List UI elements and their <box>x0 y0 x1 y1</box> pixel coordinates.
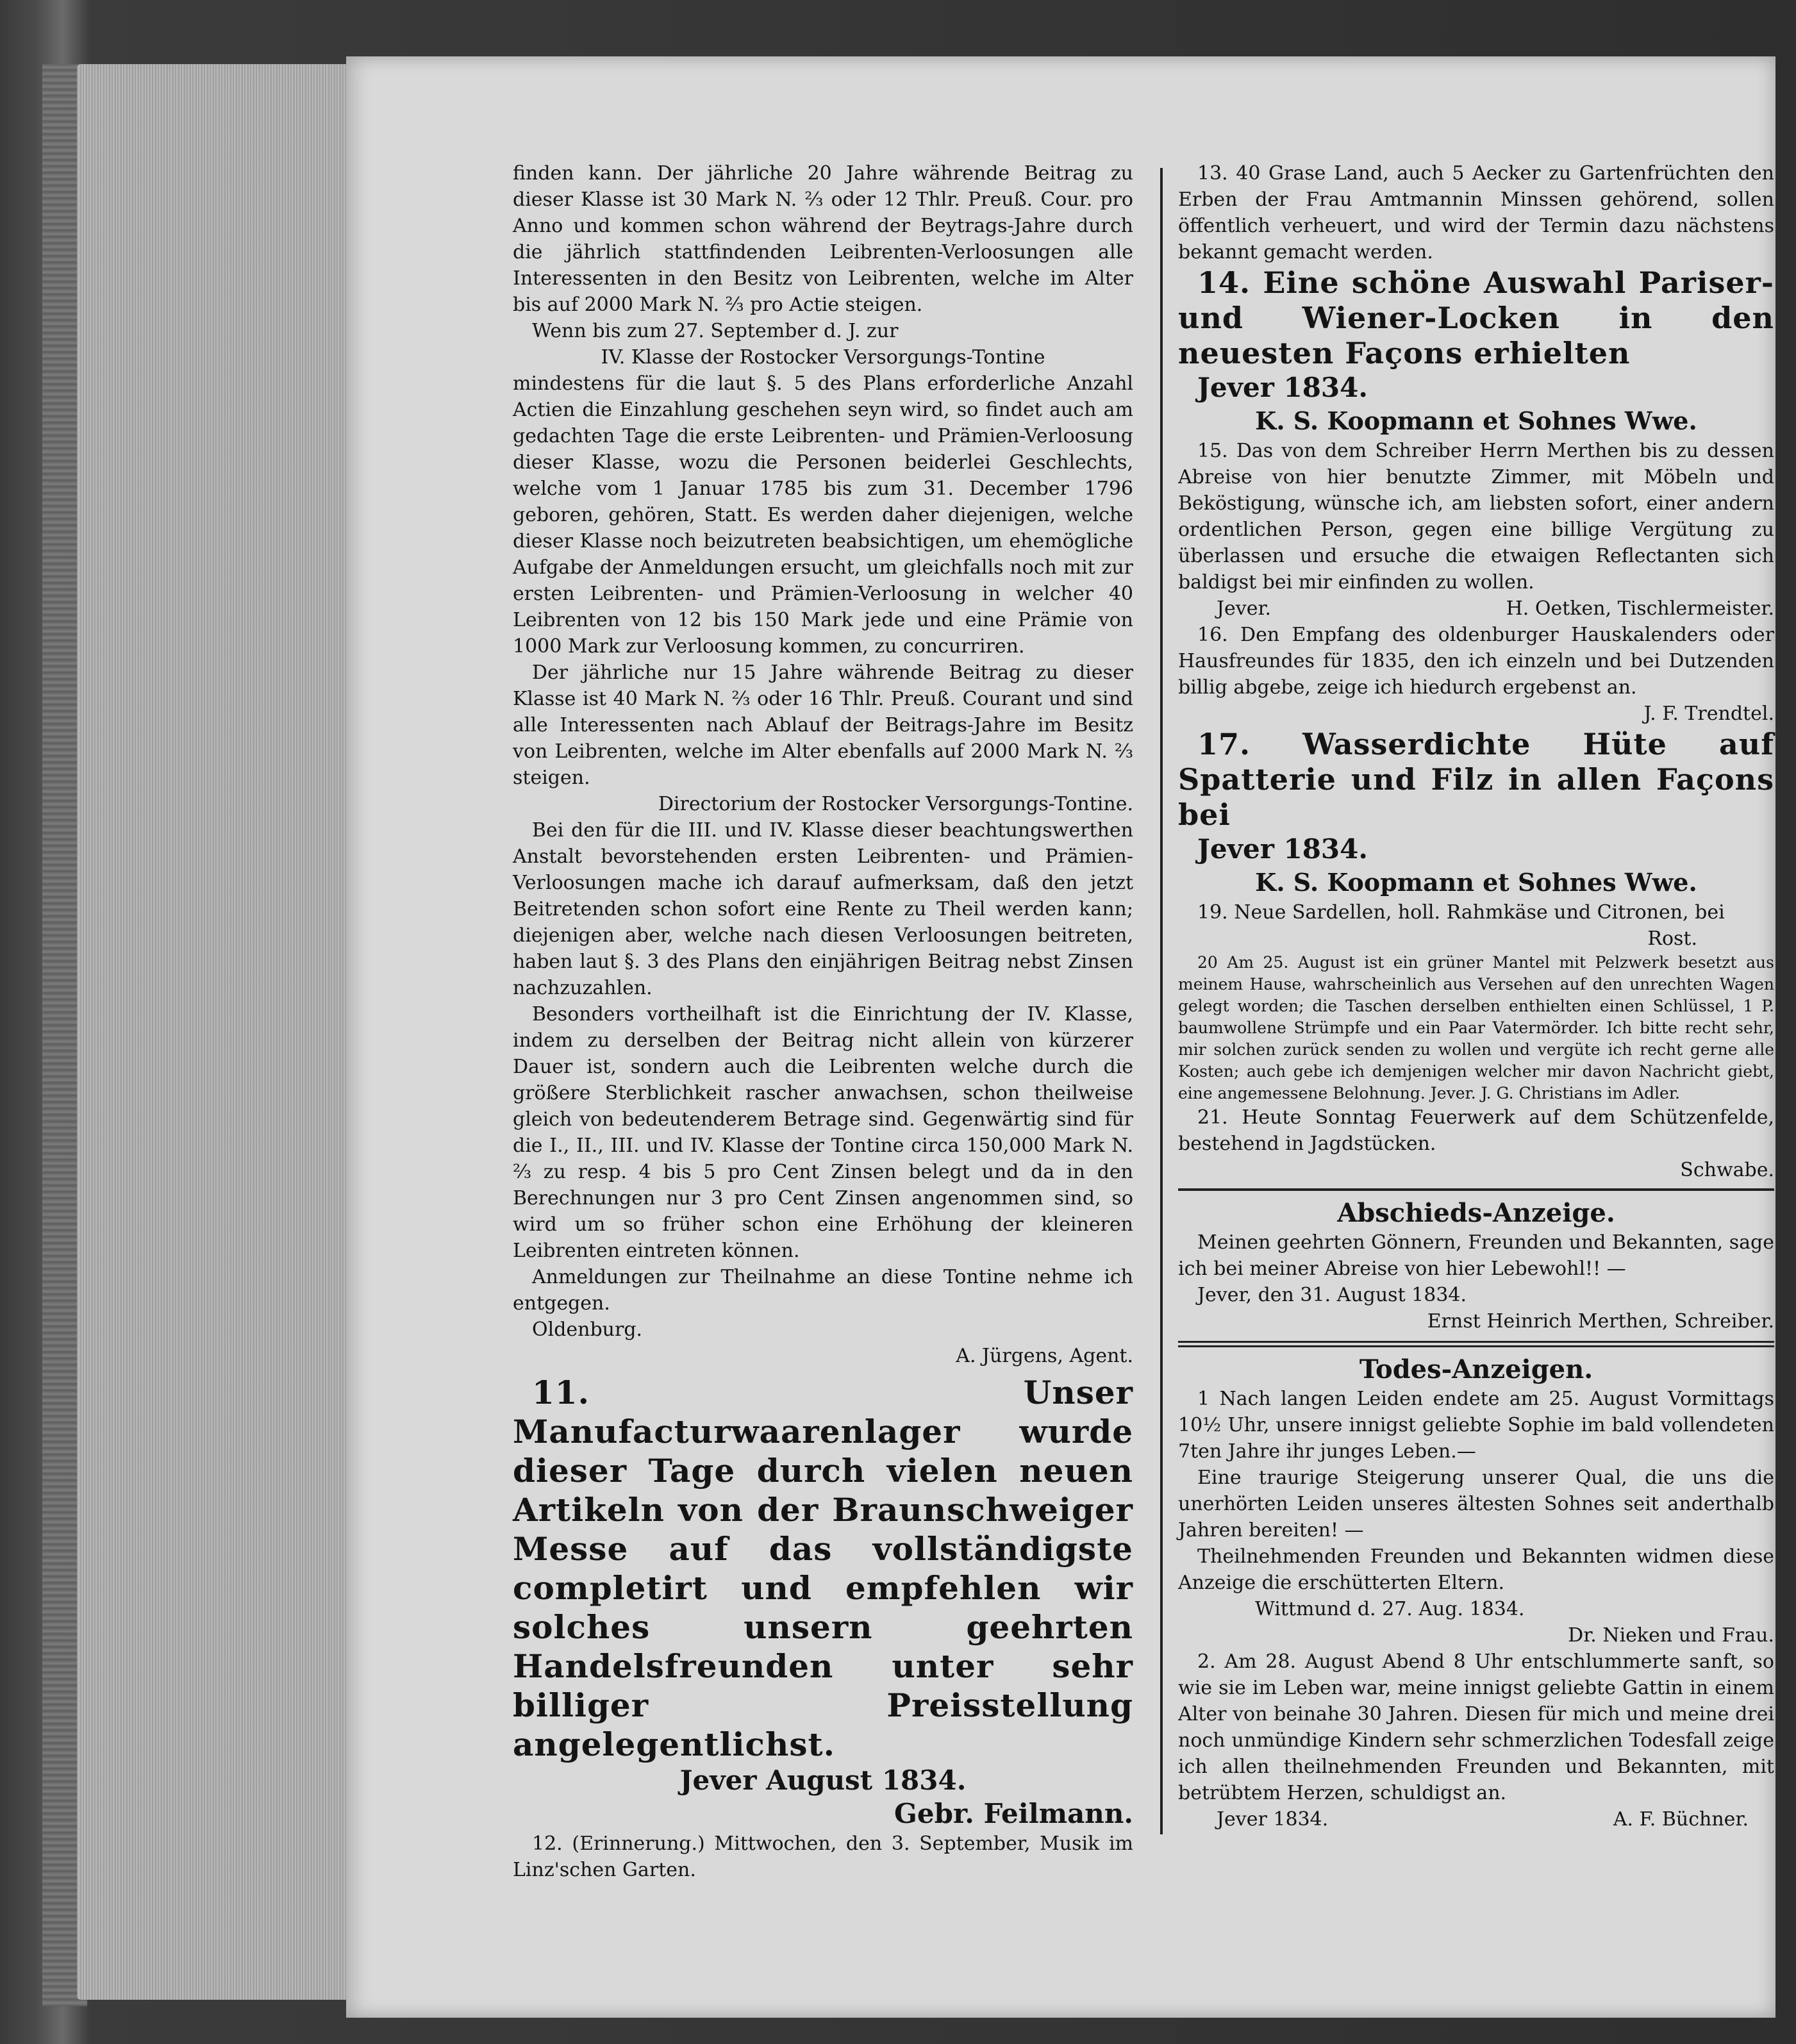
tontine-text-2: Wenn bis zum 27. September d. J. zur <box>532 320 899 342</box>
death-notice-2-signature-row <box>1178 1806 1774 1832</box>
death-notice-1-b: Eine traurige Steigerung unserer Qual, die uns die unerhörten Leiden unseres ältesten Sohnes seit anderthalb Jahren bereiten! — <box>1178 1467 1774 1541</box>
tontine-agent: A. Jürgens, Agent. <box>956 1345 1133 1367</box>
ad-14-text: 14. Eine schöne Auswahl Pariser- und Wiener-Locken in den neuesten Façons erhielten <box>1178 265 1774 370</box>
ad-16-signature: J. F. Trendtel. <box>1643 702 1774 725</box>
death-notice-1-date: Wittmund d. 27. Aug. 1834. <box>1255 1598 1525 1620</box>
ad-16-text: 16. Den Empfang des oldenburger Hauskalenders oder Hausfreundes für 1835, den ich einzeln und bei Dutzenden billig abgebe, zeige ich hiedurch ergebenst an. <box>1178 624 1774 699</box>
ad-14-place: Jever 1834. <box>1197 372 1368 403</box>
death-notice-1-c: Theilnehmenden Freunden und Bekannten widmen diese Anzeige die erschütterten Eltern. <box>1178 1545 1774 1594</box>
ad-21-text: 21. Heute Sonntag Feuerwerk auf dem Schützenfelde, bestehend in Jagdstücken. <box>1178 1106 1774 1155</box>
ad-11-firm: Gebr. Feilmann. <box>894 1798 1133 1829</box>
tontine-text-3: mindestens für die laut §. 5 des Plans erforderliche Anzahl Actien die Einzahlung geschehen seyn wird, so findet auch am gedachten Tage die erste Leibrenten- und Prämien-Verloosung dieser Klasse, wozu die Personen beiderlei Geschlechts, welche vom 1 Januar 1785 bis zum 31. December 1796 geboren, gehören, Statt. Es werden daher diejenigen, welche dieser Klasse noch beizutreten beabsichtigen, um ehemögliche Aufgabe der Anmeldungen ersucht, um gleichfalls noch mit zur ersten Leibrenten- und Prämien-Verloosung in welcher 40 Leibrenten von 12 bis 150 Mark jede und eine Prämie von 1000 Mark zur Verloosung kommen, zu concurriren. <box>513 372 1133 658</box>
farewell-signature: Ernst Heinrich Merthen, Schreiber. <box>1427 1310 1774 1333</box>
ad-15-signature: H. Oetken, Tischlermeister. <box>1506 597 1774 620</box>
farewell-date: Jever, den 31. August 1834. <box>1197 1284 1467 1306</box>
tontine-place: Oldenburg. <box>532 1318 643 1341</box>
death-notice-1: 1 Nach langen Leiden endete am 25. August Vormittags 10½ Uhr, unsere innigst geliebte Sophie im bald vollendeten 7ten Jahre ihr junges Leben.— <box>1178 1388 1774 1463</box>
tontine-text-7: Anmeldungen zur Theilnahme an diese Tontine nehme ich entgegen. <box>513 1266 1133 1315</box>
ad-13-text: 13. 40 Grase Land, auch 5 Aecker zu Gartenfrüchten den Erben der Frau Amtmannin Minssen gehörend, sollen öffentlich verheuert, und wird der Termin dazu nächstens bekannt gemacht werden. <box>1178 162 1774 263</box>
right-column <box>1178 160 1774 1832</box>
farewell-text: Meinen geehrten Gönnern, Freunden und Bekannten, sage ich bei meiner Abreise von hier Lebewohl!! — <box>1178 1231 1774 1280</box>
ad-20-text: 20 Am 25. August ist ein grüner Mantel mit Pelzwerk besetzt aus meinem Hause, wahrscheinlich aus Versehen auf den unrechten Wagen gelegt worden; die Taschen derselben enthielten einen Schlüssel, 1 P. baumwollene Strümpfe und ein Paar Vatermörder. Ich bitte recht sehr, mir solchen zurück senden zu wollen und vergüte ich recht gerne alle Kosten; auch gebe ich demjenigen welcher mir davon Nachricht giebt, eine angemessene Belohnung. Jever. J. G. Christians im Adler. <box>1178 953 1774 1102</box>
ad-11-text: 11. Unser Manufacturwaarenlager wurde dieser Tage durch vielen neuen Artikeln von der Braunschweiger Messe auf das vollständigste completirt und empfehlen wir solches unsern geehrten Handelsfreunden unter sehr billiger Preisstellung angelegentlichst. <box>513 1374 1133 1763</box>
tontine-directorium: Directorium der Rostocker Versorgungs-Tontine. <box>658 793 1133 815</box>
ad-14-firm: K. S. Koopmann et Sohnes Wwe. <box>1255 406 1697 435</box>
death-notice-2: 2. Am 28. August Abend 8 Uhr entschlummerte sanft, so wie sie im Leben war, meine innigst geliebte Gattin in einem Alter von beinahe 30 Jahren. Diesen für mich und meine drei noch unmündige Kindern sehr schmerzlichen Todesfall zeige ich allen theilnehmenden Freunden und Bekannten, mit betrübtem Herzen, schuldigst an. <box>1178 1650 1774 1804</box>
tontine-text-4: Der jährliche nur 15 Jahre währende Beitrag zu dieser Klasse ist 40 Mark N. ⅔ oder 16 Thlr. Preuß. Courant und sind alle Interessenten nach Ablauf der Beitrags-Jahre im Besitz von Leibrenten, welche im Alter ebenfalls auf 2000 Mark N. ⅔ steigen. <box>513 661 1133 789</box>
tontine-text-5: Bei den für die III. und IV. Klasse dieser beachtungswerthen Anstalt bevorstehenden ersten Leibrenten- und Prämien-Verloosungen mache ich darauf aufmerksam, daß den jetzt Beitretenden schon sofort eine Rente zu Theil werden kann; diejenigen aber, welche nach diesen Verloosungen beitreten, haben laut §. 3 des Plans den einjährigen Beitrag nebst Zinsen nachzuzahlen. <box>513 819 1133 999</box>
farewell-heading: Abschieds-Anzeige. <box>1337 1198 1615 1228</box>
ad-17-place: Jever 1834. <box>1197 833 1368 865</box>
death-notices-heading: Todes-Anzeigen. <box>1359 1354 1593 1384</box>
ad-19-text: 19. Neue Sardellen, holl. Rahmkäse und Citronen, bei <box>1197 901 1725 924</box>
ad-19-signature: Rost. <box>1647 927 1697 950</box>
ad-15-signature-row <box>1178 595 1774 622</box>
page-edges <box>77 64 346 2000</box>
death-notice-2-place: Jever 1834. <box>1217 1808 1329 1831</box>
ad-15-text: 15. Das von dem Schreiber Herrn Merthen bis zu dessen Abreise von hier benutzte Zimmer, mit Möbeln und Beköstigung, wünsche ich, am liebsten sofort, einer andern ordentlichen Person, gegen eine billige Vergütung zu überlassen und ersuche die etwaigen Reflectanten sich baldigst bei mir einfinden zu wollen. <box>1178 440 1774 594</box>
ad-21-signature: Schwabe. <box>1680 1159 1774 1181</box>
tontine-text-1: finden kann. Der jährliche 20 Jahre währende Beitrag zu dieser Klasse ist 30 Mark N. ⅔ oder 12 Thlr. Preuß. Cour. pro Anno und kommen schon während der Beytrags-Jahre durch die jährlich stattfindenden Leibrenten-Verloosungen alle Interessenten in den Besitz von Leibrenten, welche im Alter bis auf 2000 Mark N. ⅔ pro Actie steigen. <box>513 162 1133 316</box>
tontine-class-heading: IV. Klasse der Rostocker Versorgungs-Tontine <box>601 346 1045 369</box>
ad-11-place: Jever August 1834. <box>679 1765 967 1796</box>
tontine-text-6: Besonders vortheilhaft ist die Einrichtung der IV. Klasse, indem zu derselben der Beitrag nicht allein von kürzerer Dauer ist, sondern auch die Leibrenten welche durch die größere Sterblichkeit rascher anwachsen, schon theilweise gleich von bedeutenderem Betrage sind. Gegenwärtig sind für die I., II., III. und IV. Klasse der Tontine circa 150,000 Mark N. ⅔ zu resp. 4 bis 5 pro Cent Zinsen belegt und da in den Berechnungen nur 3 pro Cent Zinsen angenommen sind, so wird um so früher schon eine Erhöhung der kleineren Leibrenten eintreten können. <box>513 1003 1133 1262</box>
ad-12-text: 12. (Erinnerung.) Mittwochen, den 3. September, Musik im Linz'schen Garten. <box>513 1832 1133 1881</box>
column-rule <box>1160 168 1163 1834</box>
left-column <box>513 160 1133 1883</box>
ad-15-place: Jever. <box>1217 597 1272 620</box>
section-divider <box>1178 1188 1774 1191</box>
ad-17-text: 17. Wasserdichte Hüte auf Spatterie und Filz in allen Façons bei <box>1178 727 1774 832</box>
double-rule <box>1178 1341 1774 1347</box>
death-notice-2-signature: A. F. Büchner. <box>1613 1808 1749 1831</box>
death-notice-1-signature: Dr. Nieken und Frau. <box>1568 1624 1774 1647</box>
ad-17-firm: K. S. Koopmann et Sohnes Wwe. <box>1255 868 1697 897</box>
